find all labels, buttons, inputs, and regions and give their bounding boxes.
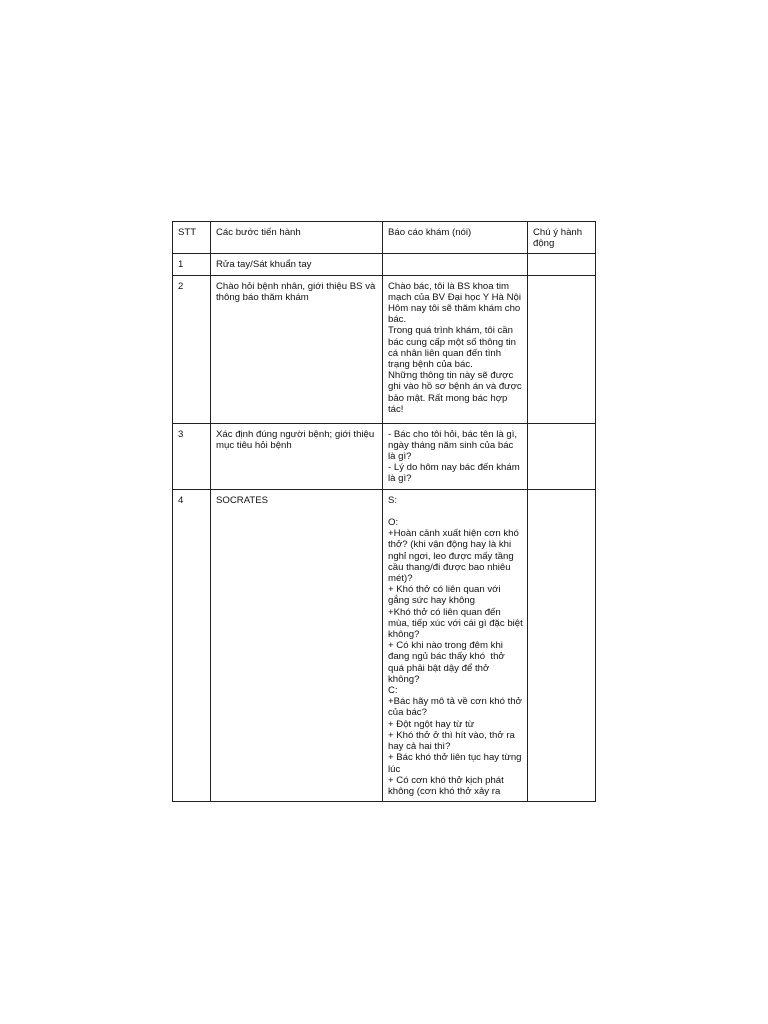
report-line: +Khó thở có liên quan đến mùa, tiếp xúc với cái gì đặc biệt không? bbox=[388, 606, 526, 641]
header-report: Báo cáo khám (nói) bbox=[383, 222, 528, 254]
report-line: Chào bác, tôi là BS khoa tim mạch của BV Đại học Y Hà Nội bbox=[388, 280, 521, 303]
report-line: Trong quá trình khám, tôi cần bác cung cấp một số thông tin cá nhân liên quan đến tình trạng bệnh của bác. bbox=[388, 325, 519, 371]
report-line: C: bbox=[388, 685, 398, 697]
row-step: Chào hỏi bệnh nhân, giới thiệu BS và thông báo thăm khám bbox=[211, 275, 383, 423]
table-header-row bbox=[173, 222, 596, 254]
table-row bbox=[173, 423, 596, 489]
report-line: - Lý do hôm nay bác đến khám là gì? bbox=[388, 462, 523, 485]
report-line: O: bbox=[388, 517, 399, 529]
row-note bbox=[528, 489, 596, 801]
header-steps: Các bước tiến hành bbox=[211, 222, 383, 254]
row-note bbox=[528, 254, 596, 275]
report-line: + Khó thở ở thì hít vào, thở ra hay cả hai thì? bbox=[388, 729, 518, 753]
row-step: SOCRATES bbox=[211, 489, 383, 801]
report-line: S: bbox=[388, 494, 398, 506]
report-line: +Bác hãy mô tả về cơn khó thở của bác? bbox=[388, 696, 525, 719]
table-row bbox=[173, 254, 596, 275]
row-stt: 4 bbox=[173, 489, 211, 801]
report-line: +Hoàn cảnh xuất hiện cơn khó thở? (khi vận động hay là khi nghỉ ngơi, leo được mấy tầng cầu thang/đi được bao nhiêu mét)? bbox=[388, 528, 522, 585]
row-report bbox=[383, 275, 528, 423]
row-stt: 1 bbox=[173, 254, 211, 275]
report-line: + Có cơn khó thở kịch phát không (cơn khó thở xảy ra bbox=[388, 774, 507, 797]
report-line: + Có khi nào trong đêm khi đang ngủ bác thấy khó thở quá phải bật dậy để thở không? bbox=[388, 640, 508, 685]
row-step: Rửa tay/Sát khuẩn tay bbox=[211, 254, 383, 275]
header-note: Chú ý hành động bbox=[528, 222, 596, 254]
report-line: + Đột ngột hay từ từ bbox=[388, 718, 475, 730]
report-line: Những thông tin này sẽ được ghi vào hồ sơ bệnh án và được bảo mật. Rất mong bác hợp tác! bbox=[388, 370, 525, 415]
row-stt: 3 bbox=[173, 423, 211, 489]
row-report bbox=[383, 489, 528, 801]
report-line-blank bbox=[388, 506, 523, 517]
row-stt: 2 bbox=[173, 275, 211, 423]
procedure-table bbox=[172, 221, 596, 802]
report-line: + Bác khó thở liên tục hay từng lúc bbox=[388, 752, 525, 775]
row-report bbox=[383, 254, 528, 275]
row-note bbox=[528, 423, 596, 489]
report-line: + Khó thở có liên quan với gắng sức hay không bbox=[388, 584, 504, 607]
row-step: Xác định đúng người bệnh; giới thiệu mục tiêu hỏi bệnh bbox=[211, 423, 383, 489]
report-line: - Bác cho tôi hỏi, bác tên là gì, ngày tháng năm sinh của bác là gì? bbox=[388, 428, 520, 463]
table-row bbox=[173, 489, 596, 801]
table-row bbox=[173, 275, 596, 423]
report-line: Hôm nay tôi sẽ thăm khám cho bác. bbox=[388, 303, 523, 326]
row-report bbox=[383, 423, 528, 489]
row-note bbox=[528, 275, 596, 423]
header-stt: STT bbox=[173, 222, 211, 254]
